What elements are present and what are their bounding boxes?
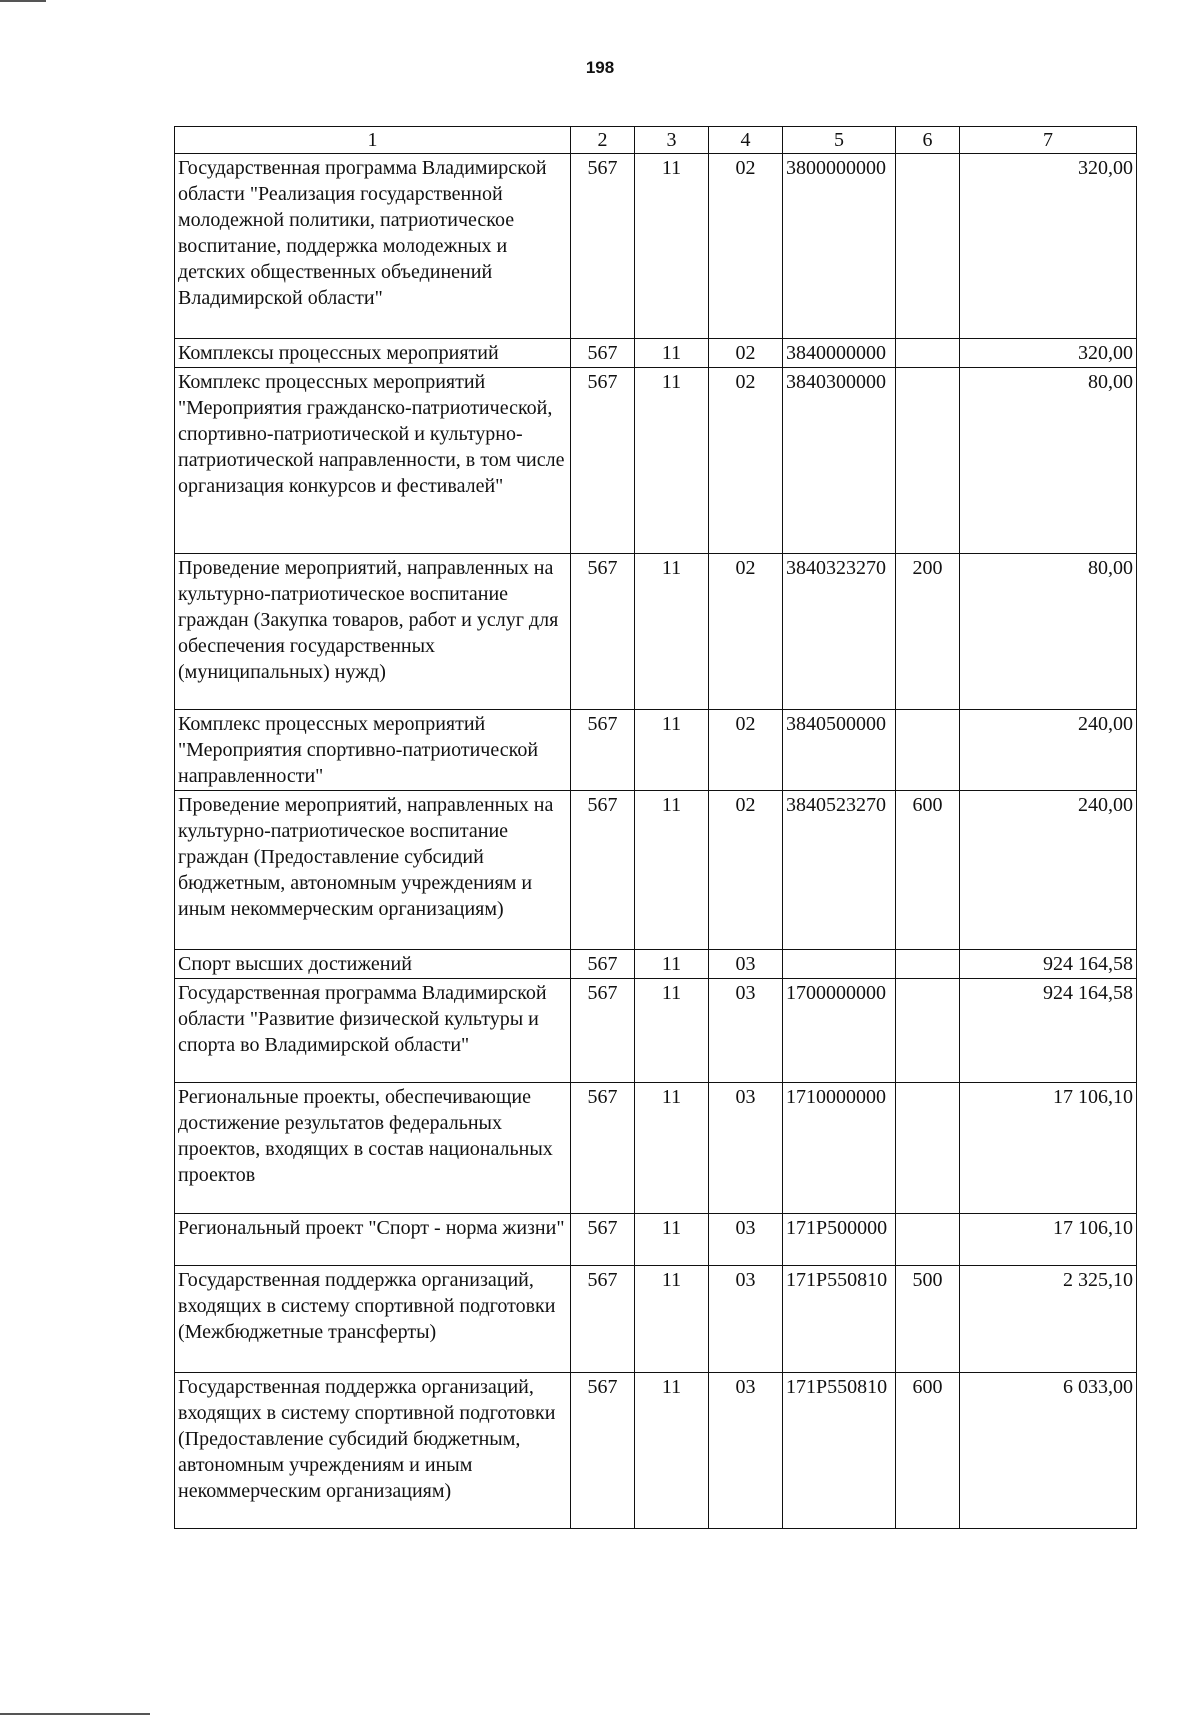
table-row (175, 710, 1137, 791)
ministry-code: 567 (571, 154, 635, 339)
subsection-code: 02 (709, 339, 783, 368)
subsection-code: 03 (709, 1214, 783, 1266)
row-name: Проведение мероприятий, направленных на культурно-патриотическое воспитание граждан (Закупка товаров, работ и услуг для обеспечения государственных (муниципальных) нужд) (175, 554, 571, 710)
amount: 17 106,10 (960, 1214, 1137, 1266)
row-name: Комплексы процессных мероприятий (175, 339, 571, 368)
amount: 924 164,58 (960, 950, 1137, 979)
amount: 320,00 (960, 339, 1137, 368)
amount: 2 325,10 (960, 1266, 1137, 1373)
subsection-code: 02 (709, 791, 783, 950)
subsection-code: 02 (709, 554, 783, 710)
table-row (175, 1373, 1137, 1529)
ministry-code: 567 (571, 1214, 635, 1266)
target-article-code: 3840000000 (783, 339, 896, 368)
table-header-row (175, 127, 1137, 154)
amount: 80,00 (960, 554, 1137, 710)
subsection-code: 03 (709, 1373, 783, 1529)
subsection-code: 02 (709, 368, 783, 554)
table-row (175, 791, 1137, 950)
column-number-6: 6 (896, 127, 960, 154)
row-name: Комплекс процессных мероприятий "Мероприятия спортивно-патриотической направленности" (175, 710, 571, 791)
target-article-code: 3840300000 (783, 368, 896, 554)
row-name: Государственная программа Владимирской области "Реализация государственной молодежной политики, патриотическое воспитание, поддержка молодежных и детских общественных объединений Владимирской области" (175, 154, 571, 339)
table-row (175, 1266, 1137, 1373)
section-code: 11 (635, 710, 709, 791)
expense-type-code (896, 368, 960, 554)
table-row (175, 554, 1137, 710)
section-code: 11 (635, 950, 709, 979)
target-article-code: 171P500000 (783, 1214, 896, 1266)
ministry-code: 567 (571, 554, 635, 710)
amount: 924 164,58 (960, 979, 1137, 1083)
target-article-code (783, 950, 896, 979)
target-article-code: 171P550810 (783, 1373, 896, 1529)
expense-type-code: 500 (896, 1266, 960, 1373)
expense-type-code (896, 154, 960, 339)
table-row (175, 1083, 1137, 1214)
column-number-3: 3 (635, 127, 709, 154)
target-article-code: 3840500000 (783, 710, 896, 791)
ministry-code: 567 (571, 979, 635, 1083)
amount: 17 106,10 (960, 1083, 1137, 1214)
column-number-7: 7 (960, 127, 1137, 154)
target-article-code: 3800000000 (783, 154, 896, 339)
table-row (175, 950, 1137, 979)
row-name: Комплекс процессных мероприятий "Мероприятия гражданско-патриотической, спортивно-патриотической и культурно-патриотической направленности, в том числе организация конкурсов и фестивалей" (175, 368, 571, 554)
ministry-code: 567 (571, 1083, 635, 1214)
scan-edge-mark (0, 1713, 150, 1715)
target-article-code: 1700000000 (783, 979, 896, 1083)
amount: 80,00 (960, 368, 1137, 554)
section-code: 11 (635, 554, 709, 710)
subsection-code: 03 (709, 950, 783, 979)
expense-type-code (896, 979, 960, 1083)
expense-type-code (896, 950, 960, 979)
section-code: 11 (635, 339, 709, 368)
section-code: 11 (635, 1214, 709, 1266)
expense-type-code: 600 (896, 1373, 960, 1529)
ministry-code: 567 (571, 1373, 635, 1529)
amount: 240,00 (960, 710, 1137, 791)
subsection-code: 03 (709, 1266, 783, 1373)
column-number-2: 2 (571, 127, 635, 154)
amount: 6 033,00 (960, 1373, 1137, 1529)
subsection-code: 02 (709, 710, 783, 791)
row-name: Региональные проекты, обеспечивающие достижение результатов федеральных проектов, входящих в состав национальных проектов (175, 1083, 571, 1214)
section-code: 11 (635, 979, 709, 1083)
subsection-code: 03 (709, 1083, 783, 1214)
expense-type-code: 600 (896, 791, 960, 950)
row-name: Государственная программа Владимирской области "Развитие физической культуры и спорта во Владимирской области" (175, 979, 571, 1083)
ministry-code: 567 (571, 950, 635, 979)
table-row (175, 339, 1137, 368)
row-name: Спорт высших достижений (175, 950, 571, 979)
row-name: Региональный проект "Спорт - норма жизни" (175, 1214, 571, 1266)
section-code: 11 (635, 791, 709, 950)
target-article-code: 171P550810 (783, 1266, 896, 1373)
expense-type-code (896, 339, 960, 368)
section-code: 11 (635, 154, 709, 339)
page-number: 198 (585, 58, 615, 77)
ministry-code: 567 (571, 339, 635, 368)
row-name: Государственная поддержка организаций, входящих в систему спортивной подготовки (Предоставление субсидий бюджетным, автономным учреждениям и иным некоммерческим организациям) (175, 1373, 571, 1529)
ministry-code: 567 (571, 710, 635, 791)
section-code: 11 (635, 1083, 709, 1214)
table-row (175, 368, 1137, 554)
amount: 320,00 (960, 154, 1137, 339)
ministry-code: 567 (571, 1266, 635, 1373)
subsection-code: 02 (709, 154, 783, 339)
target-article-code: 3840323270 (783, 554, 896, 710)
budget-table (174, 126, 1137, 1529)
target-article-code: 1710000000 (783, 1083, 896, 1214)
column-number-5: 5 (783, 127, 896, 154)
expense-type-code: 200 (896, 554, 960, 710)
target-article-code: 3840523270 (783, 791, 896, 950)
row-name: Проведение мероприятий, направленных на культурно-патриотическое воспитание граждан (Предоставление субсидий бюджетным, автономным учреждениям и иным некоммерческим организациям) (175, 791, 571, 950)
column-number-4: 4 (709, 127, 783, 154)
section-code: 11 (635, 1266, 709, 1373)
table-row (175, 979, 1137, 1083)
section-code: 11 (635, 368, 709, 554)
expense-type-code (896, 1083, 960, 1214)
column-number-1: 1 (175, 127, 571, 154)
amount: 240,00 (960, 791, 1137, 950)
expense-type-code (896, 1214, 960, 1266)
ministry-code: 567 (571, 368, 635, 554)
expense-type-code (896, 710, 960, 791)
table-row (175, 1214, 1137, 1266)
table-row (175, 154, 1137, 339)
subsection-code: 03 (709, 979, 783, 1083)
section-code: 11 (635, 1373, 709, 1529)
row-name: Государственная поддержка организаций, входящих в систему спортивной подготовки (Межбюджетные трансферты) (175, 1266, 571, 1373)
ministry-code: 567 (571, 791, 635, 950)
scan-edge-mark (0, 0, 46, 2)
